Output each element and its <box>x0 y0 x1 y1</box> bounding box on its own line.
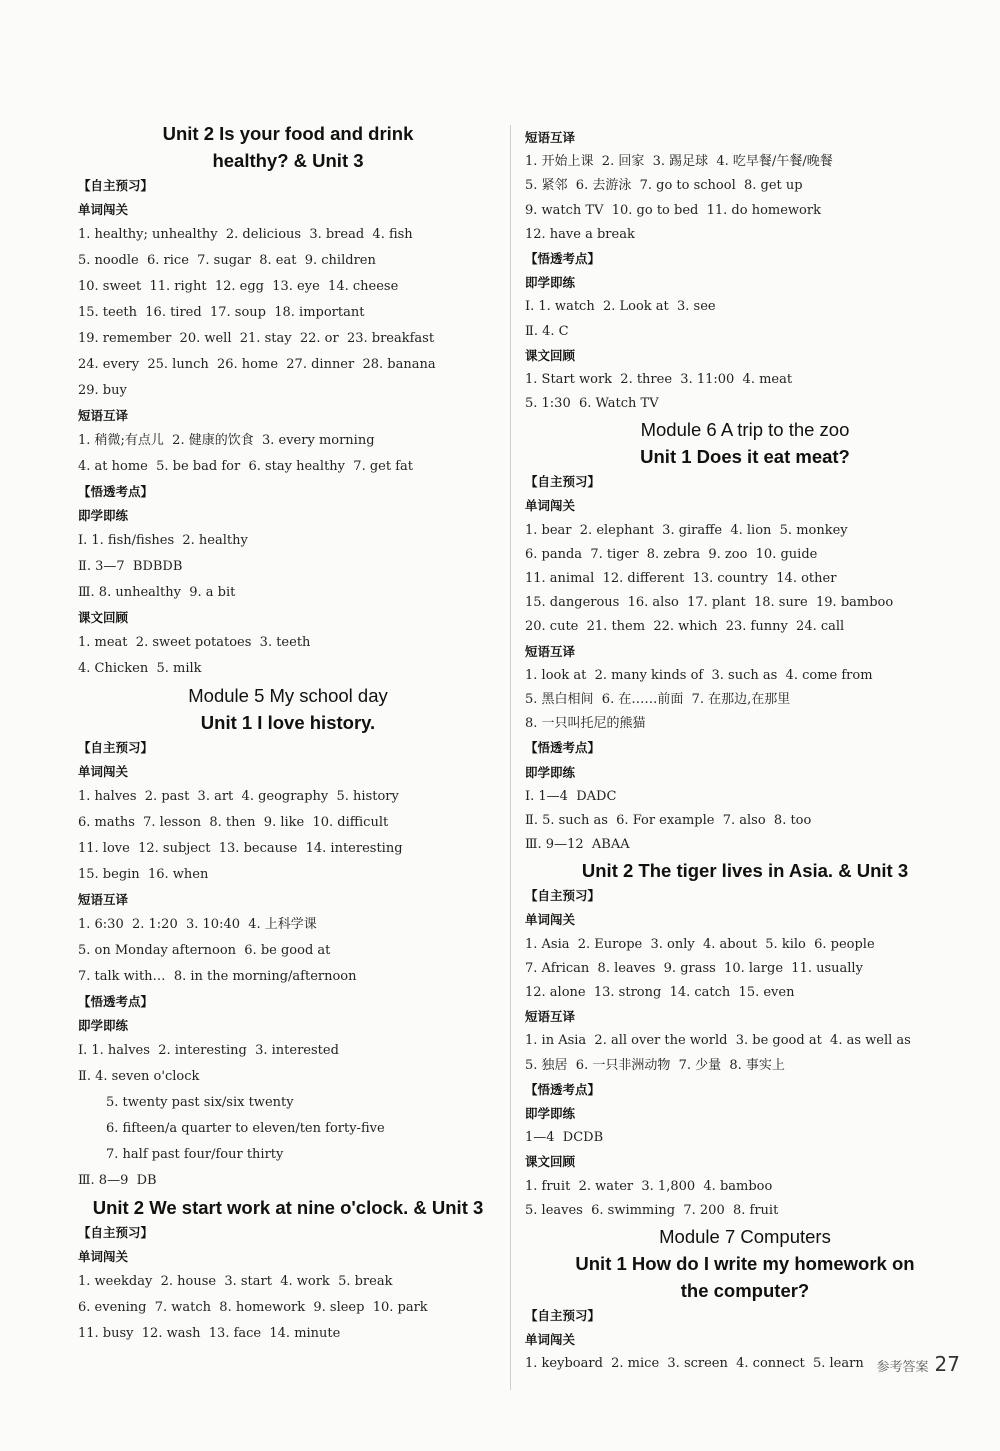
answer-line: Ⅱ. 4. seven o'clock <box>78 1069 200 1084</box>
subsection-label: 单词闯关 <box>78 202 129 217</box>
answer-line: 4. Chicken 5. milk <box>78 661 202 676</box>
answer-line: Ⅲ. 8. unhealthy 9. a bit <box>78 585 236 600</box>
answer-line: 6. panda 7. tiger 8. zebra 9. zoo 10. guide <box>525 546 818 562</box>
answer-line: 1. look at 2. many kinds of 3. such as 4. come from <box>525 667 873 683</box>
answer-line: 1. 6:30 2. 1:20 3. 10:40 4. 上科学课 <box>78 917 317 932</box>
answer-line: 5. twenty past six/six twenty <box>106 1095 294 1110</box>
subsection-label: 单词闯关 <box>78 1249 129 1264</box>
answer-line: 1. halves 2. past 3. art 4. geography 5. history <box>78 789 399 804</box>
section-tag: 【悟透考点】 <box>78 484 154 499</box>
subsection-label: 短语互译 <box>78 892 129 907</box>
answer-line: Ⅲ. 8—9 DB <box>78 1173 157 1188</box>
answer-line: 4. at home 5. be bad for 6. stay healthy 7. get fat <box>78 459 413 474</box>
page-number-value: 27 <box>934 1352 960 1376</box>
answer-line: 7. talk with… 8. in the morning/afternoon <box>78 969 357 984</box>
answer-line: Ⅰ. 1. halves 2. interesting 3. interested <box>78 1043 339 1058</box>
section-tag: 【悟透考点】 <box>78 994 154 1009</box>
section-tag: 【自主预习】 <box>78 178 154 193</box>
answer-line: 7. half past four/four thirty <box>106 1147 284 1162</box>
answer-line: 6. fifteen/a quarter to eleven/ten forty-five <box>106 1121 385 1136</box>
subsection-label: 短语互译 <box>525 1009 576 1025</box>
section-tag: 【自主预习】 <box>78 1225 154 1240</box>
answer-line: 1. Start work 2. three 3. 11:00 4. meat <box>525 371 793 387</box>
answer-line: Ⅰ. 1. watch 2. Look at 3. see <box>525 299 716 315</box>
answer-line: 12. have a break <box>525 226 635 242</box>
answer-line: 1. meat 2. sweet potatoes 3. teeth <box>78 635 311 650</box>
answer-line: 1. weekday 2. house 3. start 4. work 5. break <box>78 1274 393 1289</box>
module-title: Module 5 My school day <box>188 685 388 706</box>
subsection-label: 即学即练 <box>525 764 576 780</box>
subsection-label: 即学即练 <box>78 1018 129 1033</box>
unit-title: Unit 1 How do I write my homework on <box>575 1252 915 1274</box>
page-number <box>877 1352 960 1376</box>
answer-line: 1. 开始上课 2. 回家 3. 踢足球 4. 吃早餐/午餐/晚餐 <box>525 154 833 170</box>
subsection-label: 短语互译 <box>525 130 576 145</box>
unit-title-cont: the computer? <box>680 1279 810 1301</box>
answer-line: 24. every 25. lunch 26. home 27. dinner 28. banana <box>78 357 436 372</box>
answer-line: 1. healthy; unhealthy 2. delicious 3. bread 4. fish <box>78 227 413 242</box>
answer-line: 19. remember 20. well 21. stay 22. or 23. breakfast <box>78 331 435 346</box>
section-tag: 【自主预习】 <box>78 740 154 755</box>
subsection-label: 课文回顾 <box>78 610 129 625</box>
answer-line: Ⅲ. 9—12 ABAA <box>525 837 630 853</box>
section-tag: 【悟透考点】 <box>525 1081 601 1097</box>
answer-line: 1. Asia 2. Europe 3. only 4. about 5. kilo 6. people <box>525 936 875 952</box>
answer-line: 1. keyboard 2. mice 3. screen 4. connect 5. learn <box>525 1356 864 1372</box>
answer-line: 6. maths 7. lesson 8. then 9. like 10. difficult <box>78 815 389 830</box>
answer-line: 20. cute 21. them 22. which 23. funny 24. call <box>525 619 845 635</box>
answer-line: 11. love 12. subject 13. because 14. interesting <box>78 841 403 856</box>
answer-line: 11. animal 12. different 13. country 14. other <box>525 571 837 586</box>
answer-line: 5. noodle 6. rice 7. sugar 8. eat 9. children <box>78 253 376 268</box>
answer-line: 5. 独居 6. 一只非洲动物 7. 少量 8. 事实上 <box>525 1057 785 1073</box>
right-column <box>525 126 965 1376</box>
unit-title-cont: healthy? & Unit 3 <box>212 150 364 171</box>
section-tag: 【自主预习】 <box>525 474 601 490</box>
answer-line: 7. African 8. leaves 9. grass 10. large 11. usually <box>525 960 863 976</box>
unit-title: Unit 1 Does it eat meat? <box>640 446 850 468</box>
subsection-label: 课文回顾 <box>525 1154 576 1170</box>
section-tag: 【悟透考点】 <box>525 250 601 266</box>
section-tag: 【自主预习】 <box>525 1307 601 1323</box>
unit-title: Unit 2 The tiger lives in Asia. & Unit 3 <box>581 860 909 882</box>
answer-line: 15. teeth 16. tired 17. soup 18. important <box>78 305 365 320</box>
unit-title: Unit 2 We start work at nine o'clock. & Unit 3 <box>92 1197 484 1218</box>
subsection-label: 即学即练 <box>525 1105 576 1121</box>
answer-line: 15. begin 16. when <box>78 867 209 882</box>
answer-line: Ⅱ. 4. C <box>525 323 569 339</box>
answer-line: 29. buy <box>78 383 127 398</box>
answer-line: 1. in Asia 2. all over the world 3. be good at 4. as well as <box>525 1033 911 1049</box>
subsection-label: 单词闯关 <box>525 912 576 928</box>
answer-line: 11. busy 12. wash 13. face 14. minute <box>78 1326 341 1341</box>
subsection-label: 单词闯关 <box>525 1332 576 1348</box>
answer-line: Ⅰ. 1. fish/fishes 2. healthy <box>78 533 248 548</box>
answer-line: 5. on Monday afternoon 6. be good at <box>78 943 331 958</box>
subsection-label: 即学即练 <box>525 275 576 291</box>
answer-line: 5. 1:30 6. Watch TV <box>525 396 659 412</box>
answer-line: 6. evening 7. watch 8. homework 9. sleep 10. park <box>78 1300 428 1315</box>
module-title: Module 6 A trip to the zoo <box>640 419 850 441</box>
column-divider <box>510 125 511 1390</box>
subsection-label: 短语互译 <box>525 643 576 659</box>
module-title: Module 7 Computers <box>659 1225 831 1247</box>
answer-line: Ⅰ. 1—4 DADC <box>525 788 617 804</box>
answer-line: 8. 一只叫托尼的熊猫 <box>525 716 646 732</box>
answer-line: 1. 稍微;有点儿 2. 健康的饮食 3. every morning <box>78 433 375 448</box>
subsection-label: 单词闯关 <box>78 764 129 779</box>
answer-line: 1—4 DCDB <box>525 1130 604 1146</box>
answer-line: 15. dangerous 16. also 17. plant 18. sure 19. bamboo <box>525 595 894 611</box>
page-number-label: 参考答案 <box>876 1360 929 1375</box>
subsection-label: 单词闯关 <box>525 498 576 514</box>
answer-line: 10. sweet 11. right 12. egg 13. eye 14. cheese <box>78 279 399 294</box>
subsection-label: 短语互译 <box>78 408 129 423</box>
section-tag: 【自主预习】 <box>525 888 601 904</box>
answer-line: 5. leaves 6. swimming 7. 200 8. fruit <box>525 1202 779 1218</box>
unit-title: Unit 1 I love history. <box>200 712 376 733</box>
unit-title: Unit 2 Is your food and drink <box>162 123 414 144</box>
section-tag: 【悟透考点】 <box>525 740 601 756</box>
answer-line: 5. 紧邻 6. 去游泳 7. go to school 8. get up <box>525 178 803 194</box>
answer-line: 1. bear 2. elephant 3. giraffe 4. lion 5. monkey <box>525 522 848 538</box>
subsection-label: 课文回顾 <box>525 347 576 363</box>
answer-line: Ⅱ. 3—7 BDBDB <box>78 559 183 574</box>
answer-line: 12. alone 13. strong 14. catch 15. even <box>525 985 795 1000</box>
answer-line: Ⅱ. 5. such as 6. For example 7. also 8. too <box>525 812 812 828</box>
left-column <box>78 120 498 1347</box>
subsection-label: 即学即练 <box>78 508 129 523</box>
answer-line: 1. fruit 2. water 3. 1,800 4. bamboo <box>525 1178 773 1194</box>
answer-line: 9. watch TV 10. go to bed 11. do homework <box>525 202 821 218</box>
answer-line: 5. 黑白相间 6. 在……前面 7. 在那边,在那里 <box>525 691 791 707</box>
